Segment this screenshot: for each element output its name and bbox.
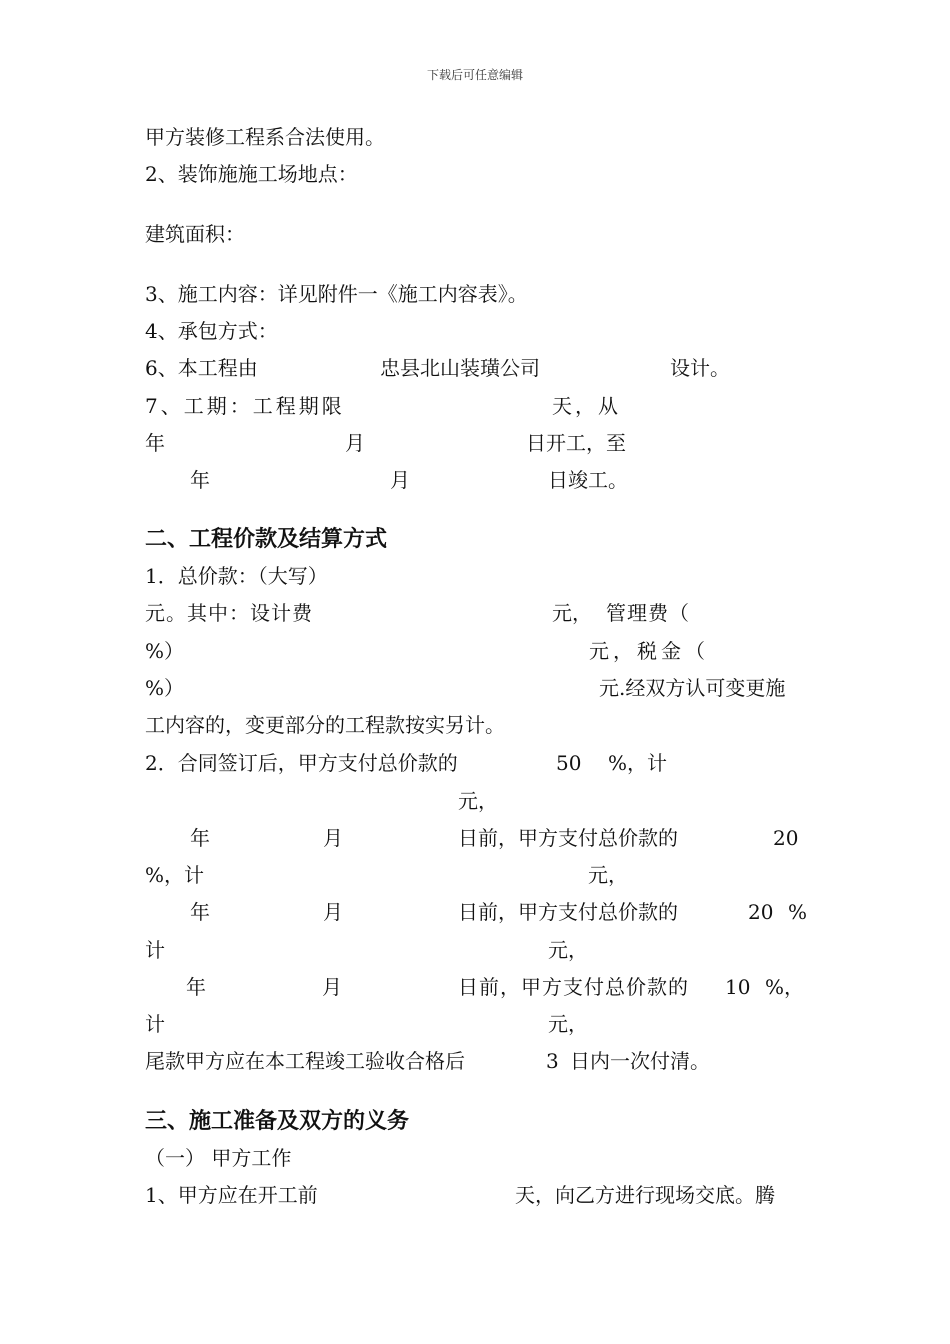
payment-2-month: 月 xyxy=(323,826,343,850)
payment-2-label: 日前，甲方支付总价款的 xyxy=(458,826,678,850)
design-by-label: 6、本工程由 xyxy=(145,356,258,380)
payment-1-percent: 50 xyxy=(556,751,582,775)
duration-days: 天，从 xyxy=(552,394,621,418)
page-header: 下载后可任意编辑 xyxy=(426,68,523,82)
payment-3-suffix: 计 xyxy=(145,938,165,962)
final-payment-label: 尾款甲方应在本工程竣工验收合格后 xyxy=(145,1049,465,1073)
payment-4-label: 日前，甲方支付总价款的 xyxy=(458,975,689,999)
start-year: 年 xyxy=(145,431,165,455)
payment-3-percent-sign: % xyxy=(788,900,808,924)
payment-2-suffix: %，计 xyxy=(145,863,205,887)
management-fee-label: 管理费（ xyxy=(606,601,690,625)
paragraph-site-location: 2、装饰施施工场地点： xyxy=(145,162,358,186)
payment-3-year: 年 xyxy=(190,900,210,924)
design-fee-label: 元。其中：设计费 xyxy=(145,601,313,625)
party-a-duty-1-text: 天，向乙方进行现场交底。腾 xyxy=(515,1183,775,1207)
payment-2-unit: 元， xyxy=(588,863,628,887)
end-month: 月 xyxy=(390,468,410,492)
party-a-duty-1-label: 1、甲方应在开工前 xyxy=(145,1183,318,1207)
payment-3-label: 日前，甲方支付总价款的 xyxy=(458,900,678,924)
payment-4-year: 年 xyxy=(186,975,206,999)
paragraph-contract-method: 4、承包方式： xyxy=(145,319,278,343)
management-fee-percent: %） xyxy=(145,639,185,663)
payment-1-label: 2．合同签订后，甲方支付总价款的 xyxy=(145,751,458,775)
section-heading-price: 二、工程价款及结算方式 xyxy=(145,526,388,552)
payment-1-unit: 元， xyxy=(458,789,498,813)
payment-4-unit: 元， xyxy=(548,1012,588,1036)
payment-1-suffix: %，计 xyxy=(608,751,668,775)
payment-3-month: 月 xyxy=(323,900,343,924)
total-price-label: 1．总价款：（大写） xyxy=(145,564,328,588)
tax-percent: %） xyxy=(145,676,185,700)
payment-4-percent: 10 xyxy=(725,975,751,999)
end-year: 年 xyxy=(190,468,210,492)
subsection-party-a-work: （一） 甲方工作 xyxy=(145,1146,292,1170)
designer-company: 忠县北山装璜公司 xyxy=(380,356,540,380)
payment-4-month: 月 xyxy=(322,975,342,999)
tax-unit-change: 元.经双方认可变更施 xyxy=(599,676,786,700)
payment-3-unit: 元， xyxy=(548,938,588,962)
paragraph-legal-use: 甲方装修工程系合法使用。 xyxy=(145,125,385,149)
change-content-paragraph: 工内容的，变更部分的工程款按实另计。 xyxy=(145,713,505,737)
paragraph-construction-content: 3、施工内容：详见附件一《施工内容表》。 xyxy=(145,282,528,306)
paragraph-building-area: 建筑面积： xyxy=(145,222,245,246)
design-fee-unit: 元， xyxy=(552,601,592,625)
end-day: 日竣工。 xyxy=(548,468,628,492)
start-day: 日开工，至 xyxy=(526,431,626,455)
payment-2-year: 年 xyxy=(190,826,210,850)
design-suffix: 设计。 xyxy=(670,356,730,380)
final-payment-suffix: 日内一次付清。 xyxy=(570,1049,710,1073)
start-month: 月 xyxy=(345,431,365,455)
payment-4-suffix: 计 xyxy=(145,1012,165,1036)
payment-2-percent: 20 xyxy=(773,826,799,850)
section-heading-obligations: 三、施工准备及双方的义务 xyxy=(145,1108,410,1134)
payment-4-percent-sign: %， xyxy=(765,975,805,999)
duration-label: 7、工期：工程期限 xyxy=(145,394,345,418)
final-payment-days: 3 xyxy=(546,1049,559,1073)
payment-3-percent: 20 xyxy=(748,900,774,924)
tax-label: 元，税金（ xyxy=(589,639,709,663)
